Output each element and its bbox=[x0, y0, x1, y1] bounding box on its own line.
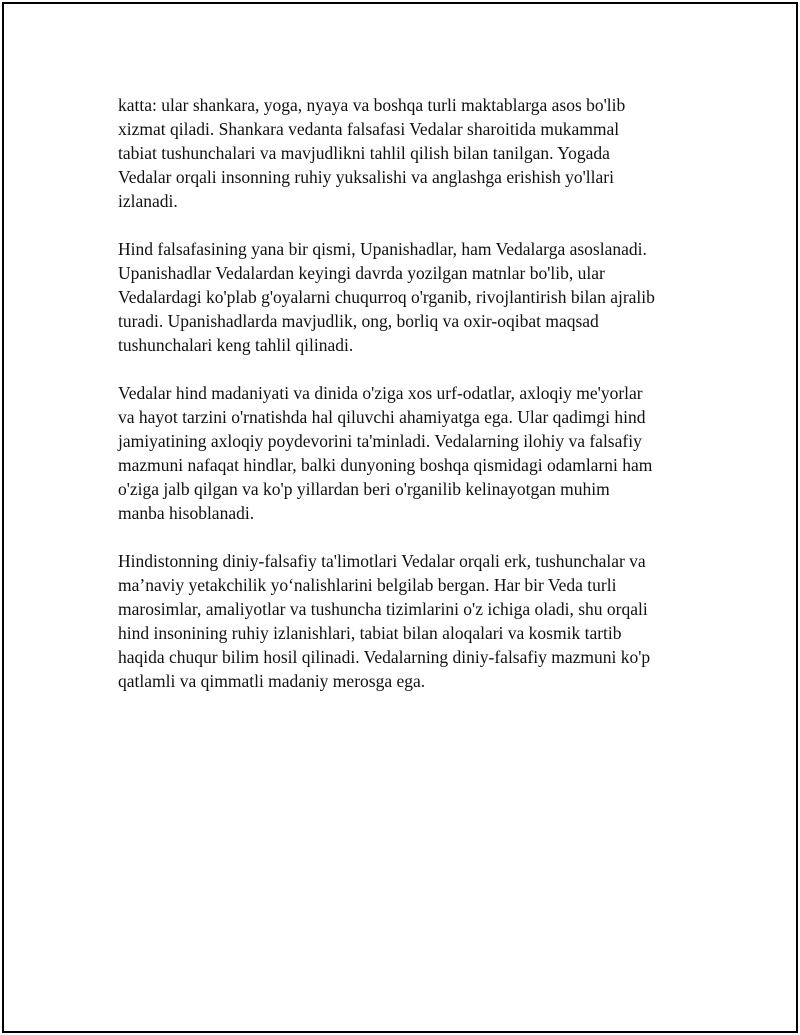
paragraph-1: katta: ular shankara, yoga, nyaya va boshqa turli maktablarga asos bo'lib xizmat qiladi. Shankara vedanta falsafasi Vedalar sharoitida mukammal tabiat tushunchalari va mavjudlikni tahlil qilish bilan tanilgan. Yogada Vedalar orqali insonning ruhiy yuksalishi va anglashga erishish yo'llari izlanadi. bbox=[118, 95, 626, 211]
paragraph-4: Hindistonning diniy-falsafiy ta'limotlari Vedalar orqali erk, tushunchalar va ma’naviy yetakchilik yo‘nalishlarini belgilab bergan. Har bir Veda turli marosimlar, amaliyotlar va tushuncha tizimlarini o'z ichiga oladi, shu orqali hind insonining ruhiy izlanishlari, tabiat bilan aloqalari va kosmik tartib haqida chuqur bilim hosil qilinadi. Vedalarning diniy-falsafiy mazmuni ko'p qatlamli va qimmatli madaniy merosga ega. bbox=[118, 551, 651, 691]
document-body bbox=[118, 93, 698, 717]
paragraph-2: Hind falsafasining yana bir qismi, Upanishadlar, ham Vedalarga asoslanadi. Upanishadlar Vedalardan keyingi davrda yozilgan matnlar bo'lib, ular Vedalardagi ko'plab g'oyalarni chuqurroq o'rganib, rivojlantirish bilan ajralib turadi. Upanishadlarda mavjudlik, ong, borliq va oxir-oqibat maqsad tushunchalari keng tahlil qilinadi. bbox=[118, 239, 655, 355]
paragraph-3: Vedalar hind madaniyati va dinida o'ziga xos urf-odatlar, axloqiy me'yorlar va hayot tarzini o'rnatishda hal qiluvchi ahamiyatga ega. Ular qadimgi hind jamiyatining axloqiy poydevorini ta'minladi. Vedalarning ilohiy va falsafiy mazmuni nafaqat hindlar, balki dunyoning boshqa qismidagi odamlarni ham o'ziga jalb qilgan va ko'p yillardan beri o'rganilib kelinayotgan muhim manba hisoblanadi. bbox=[118, 383, 653, 523]
